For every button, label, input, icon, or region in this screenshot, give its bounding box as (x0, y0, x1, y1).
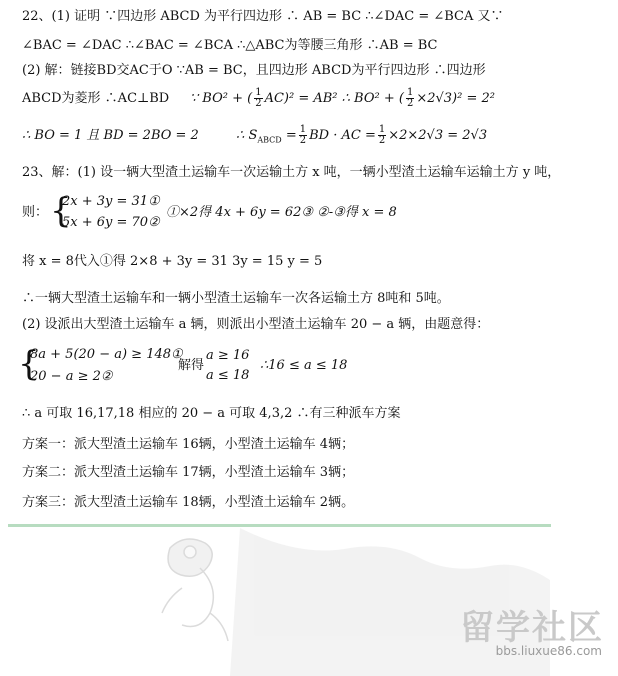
q22-line-4-a: ABCD为菱形 ∴AC⊥BD (22, 91, 170, 106)
plan-3: 方案三：派大型渣土运输车 18辆，小型渣土运输车 2辆。 (22, 495, 355, 510)
solution-range: ∴16 ≤ a ≤ 18 (260, 358, 348, 373)
equation-system (22, 192, 442, 234)
q23-line-1: 23、解：(1) 设一辆大型渣土运输车一次运输土方 x 吨，一辆小型渣土运输车运输土方 y 吨， (22, 165, 561, 180)
area-subscript: ABCD (257, 135, 282, 145)
fraction-half: $\frac{1}{2}$ (299, 124, 307, 146)
q22-line-5-d: BD · AC = (309, 128, 376, 143)
divider-line (8, 524, 551, 527)
watermark-url: bbs.liuxue86.com (495, 644, 602, 658)
q23-line-3: 将 x = 8代入①得 2×8 + 3y = 31 3y = 15 y = 5 (22, 254, 323, 269)
q23-line-5: (2) 设派出大型渣土运输车 a 辆，则派出小型渣土运输车 20 − a 辆，由题意得： (22, 317, 490, 332)
plan-2: 方案二：派大型渣土运输车 17辆，小型渣土运输车 3辆； (22, 465, 355, 480)
watermark-logo-text: 留学社区 (460, 608, 604, 648)
equation-1: 2x + 3y = 31① (62, 194, 160, 209)
elimination-step: ①×2得 4x + 6y = 62③ ②-③得 x = 8 (166, 205, 397, 220)
q23-line-4: ∴一辆大型渣土运输车和一辆小型渣土运输车一次各运输土方 8吨和 5吨。 (22, 291, 450, 306)
left-brace: { (18, 344, 40, 384)
q22-line-5-c: = (285, 128, 297, 143)
fraction-half: $\frac{1}{2}$ (378, 124, 386, 146)
q22-line-5-b: ∴ S (236, 128, 258, 143)
then-label: 则： (22, 205, 49, 220)
fraction-half: $\frac{1}{2}$ (255, 87, 262, 109)
left-brace: { (50, 191, 72, 231)
q22-line-2: ∠BAC = ∠DAC ∴∠BAC = ∠BCA ∴△ABC为等腰三角形 ∴AB = BC (22, 38, 438, 53)
solution-2: a ≤ 18 (206, 368, 250, 383)
inequality-2: 20 − a ≥ 2② (30, 369, 113, 384)
q22-line-4 (22, 88, 495, 109)
q22-line-4-c: AC)² = AB² ∴ BO² + ( (264, 91, 404, 106)
equation-2: 5x + 6y = 70② (62, 215, 160, 230)
q22-line-4-d: ×2√3)² = 2² (416, 91, 495, 106)
watermark-logo (448, 600, 608, 668)
inequality-system (18, 344, 442, 388)
solution-1: a ≥ 16 (206, 348, 250, 363)
q22-line-5-e: ×2×2√3 = 2√3 (388, 128, 488, 143)
q22-line-4-b: ∵ BO² + ( (189, 91, 253, 106)
solve-label: 解得 (178, 358, 205, 373)
q23-line-7: ∴ a 可取 16,17,18 相应的 20 − a 可取 4,3,2 ∴有三种派车方案 (22, 406, 401, 421)
q22-line-1: 22、(1) 证明 ∵四边形 ABCD 为平行四边形 ∴ AB = BC ∴∠DAC = ∠BCA 又∵ (22, 9, 504, 24)
q22-line-5 (22, 125, 487, 150)
q22-line-3: (2) 解：链接BD交AC于O ∵AB = BC，且四边形 ABCD为平行四边形 ∴四边形 (22, 63, 486, 78)
inequality-1: 8a + 5(20 − a) ≥ 148① (30, 347, 183, 362)
fraction-half: $\frac{1}{2}$ (406, 87, 414, 109)
plan-1: 方案一：派大型渣土运输车 16辆，小型渣土运输车 4辆； (22, 437, 355, 452)
q22-line-5-a: ∴ BO = 1 且 BD = 2BO = 2 (22, 128, 199, 143)
